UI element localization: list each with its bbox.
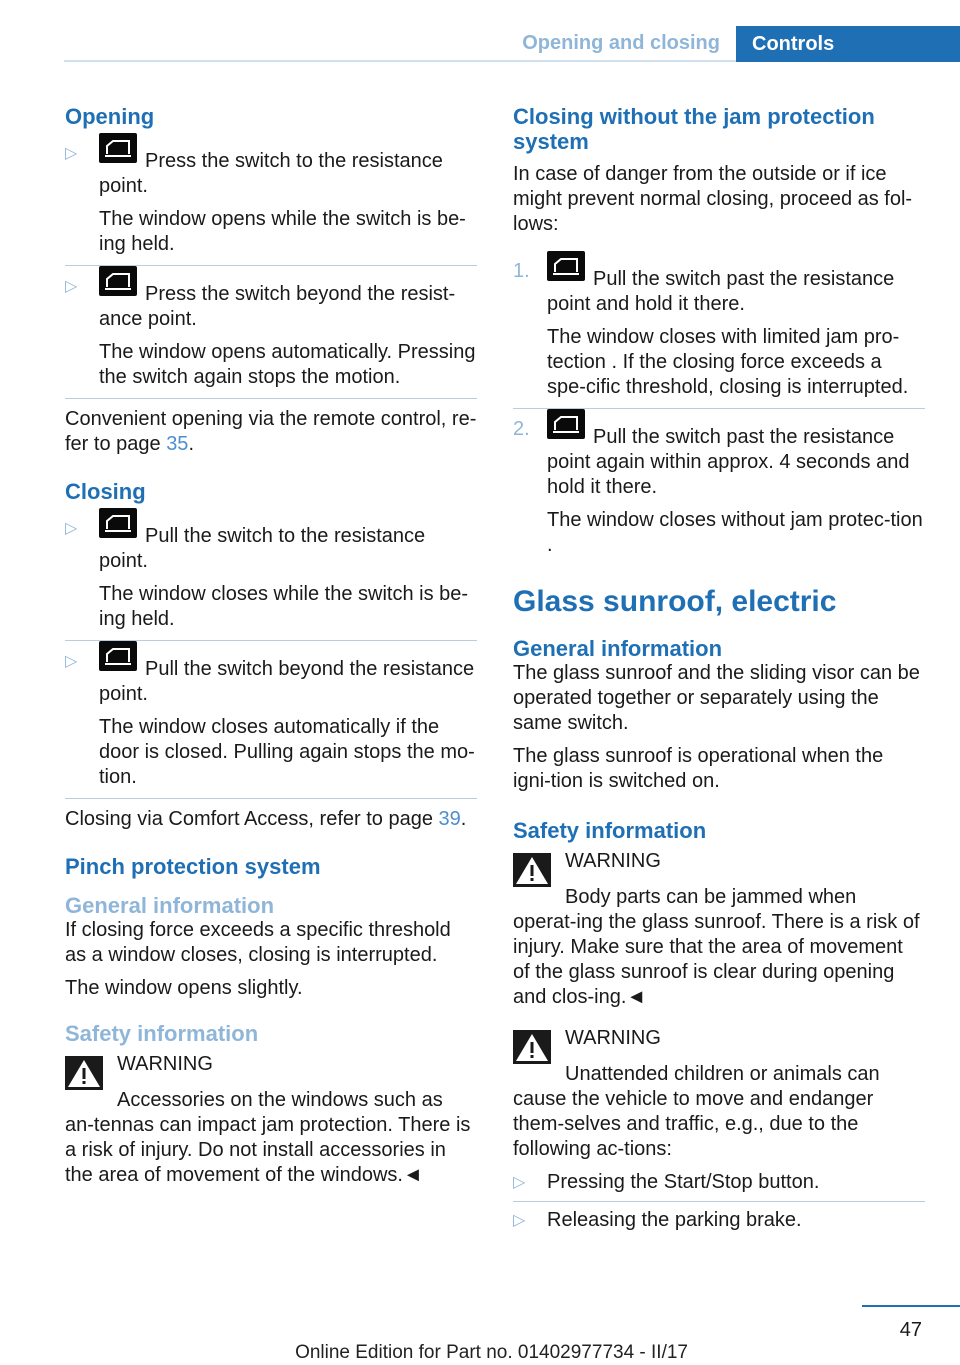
list-item-text: Pull the switch past the resistance point again within approx. 4 seconds and hold it there. [547, 426, 910, 498]
triangle-bullet-icon: ▷ [65, 278, 78, 295]
pinch-general-heading: General information [65, 893, 275, 918]
list-item-detail: The window closes with limited jam pro-tection . If the closing force exceeds a spe-cific threshold, closing is interrupted. [547, 326, 909, 398]
warning-box [65, 1052, 477, 1092]
window-switch-icon [99, 266, 137, 296]
warning-triangle-icon [513, 853, 551, 887]
triangle-bullet-icon: ▷ [513, 1174, 526, 1191]
warning-triangle-icon [513, 1030, 551, 1064]
opening-heading: Opening [65, 104, 155, 129]
step-number: 2. [513, 418, 530, 440]
step-number: 1. [513, 260, 530, 282]
pinch-heading: Pinch protection system [65, 854, 321, 879]
list-item-detail: The window opens while the switch is be-ing held. [99, 208, 466, 255]
list-item-text: Releasing the parking brake. [547, 1209, 802, 1231]
list-item [513, 259, 925, 409]
closing-list [65, 516, 477, 799]
triangle-bullet-icon: ▷ [65, 520, 78, 537]
pinch-general-text-2: The window opens slightly. [65, 977, 303, 999]
window-switch-icon [99, 508, 137, 538]
edition-note: Online Edition for Part no. 01402977734 - II/17 [295, 1342, 688, 1363]
warning-text: Body parts can be jammed when operat-ing the glass sunroof. There is a risk of injury. Make sure that the area of movement of the glass sunroof is clear during opening and clos-ing.◄ [513, 886, 920, 1008]
list-item-detail: The window closes without jam protec-tion . [547, 509, 923, 556]
closing-note: Closing via Comfort Access, refer to page 39. [65, 808, 467, 830]
pinch-general-text: If closing force exceeds a specific threshold as a window closes, closing is interrupted. [65, 919, 451, 966]
warning-title: WARNING [565, 1027, 661, 1049]
list-item-text: Pull the switch to the resistance point. [99, 525, 426, 572]
list-item-detail: The window closes while the switch is be-ing held. [99, 583, 469, 630]
list-item-text: Press the switch to the resistance point. [99, 150, 443, 197]
list-item [65, 649, 477, 799]
window-switch-icon [547, 251, 585, 281]
list-item [513, 1208, 925, 1239]
closing-heading: Closing [65, 479, 146, 504]
list-item-detail: The window opens automatically. Pressing the switch again stops the motion. [99, 341, 476, 388]
warning-title: WARNING [117, 1053, 213, 1075]
left-column [65, 100, 477, 1196]
sunroof-safety-heading: Safety information [513, 818, 707, 843]
steps-list [513, 259, 925, 562]
list-item-text: Pull the switch past the resistance point and hold it there. [547, 268, 895, 315]
warning-box [513, 1026, 925, 1066]
sunroof-general-heading: General information [513, 636, 723, 661]
list-item [513, 1170, 925, 1202]
actions-list [513, 1170, 925, 1239]
window-switch-icon [547, 409, 585, 439]
list-item [65, 516, 477, 641]
warning-box [513, 849, 925, 889]
right-column [513, 100, 925, 1245]
window-switch-icon [99, 641, 137, 671]
closing-without-heading: Closing without the jam protection system [513, 104, 875, 154]
list-item-text: Press the switch beyond the resist-ance point. [99, 283, 456, 330]
page-link[interactable]: 39 [438, 808, 461, 830]
page-number: 47 [899, 1319, 922, 1341]
sunroof-heading: Glass sunroof, electric [513, 585, 837, 618]
list-item-text: Pressing the Start/Stop button. [547, 1171, 820, 1193]
header-section-title: Opening and closing [522, 32, 720, 54]
triangle-bullet-icon: ▷ [513, 1212, 526, 1229]
triangle-bullet-icon: ▷ [65, 145, 78, 162]
list-item [513, 417, 925, 562]
header-chapter-tab: Controls [736, 26, 960, 62]
closing-without-intro: In case of danger from the outside or if ice might prevent normal closing, proceed as fol-lows: [513, 163, 913, 235]
window-switch-icon [99, 133, 137, 163]
list-item-text: Pull the switch beyond the resistance point. [99, 658, 475, 705]
list-item-detail: The window closes automatically if the door is closed. Pulling again stops the mo-tion. [99, 716, 475, 788]
list-item [65, 274, 477, 399]
opening-list [65, 141, 477, 399]
warning-title: WARNING [565, 850, 661, 872]
page-link[interactable]: 35 [166, 433, 189, 455]
opening-note: Convenient opening via the remote control, re-fer to page 35. [65, 408, 477, 455]
pinch-safety-heading: Safety information [65, 1021, 259, 1046]
sunroof-general-text: The glass sunroof and the sliding visor can be operated together or separately using the same switch. [513, 662, 920, 734]
warning-text: Accessories on the windows such as an-tennas can impact jam protection. There is a risk of injury. Do not install accessories in the area of movement of the windows.◄ [65, 1089, 471, 1186]
triangle-bullet-icon: ▷ [65, 653, 78, 670]
warning-text: Unattended children or animals can cause the vehicle to move and endanger them-selves and traffic, e.g., due to the following ac-tions: [513, 1063, 880, 1160]
list-item [65, 141, 477, 266]
page-header [0, 26, 960, 62]
sunroof-general-text-2: The glass sunroof is operational when the igni-tion is switched on. [513, 745, 884, 792]
warning-triangle-icon [65, 1056, 103, 1090]
footer-rule [862, 1305, 960, 1307]
